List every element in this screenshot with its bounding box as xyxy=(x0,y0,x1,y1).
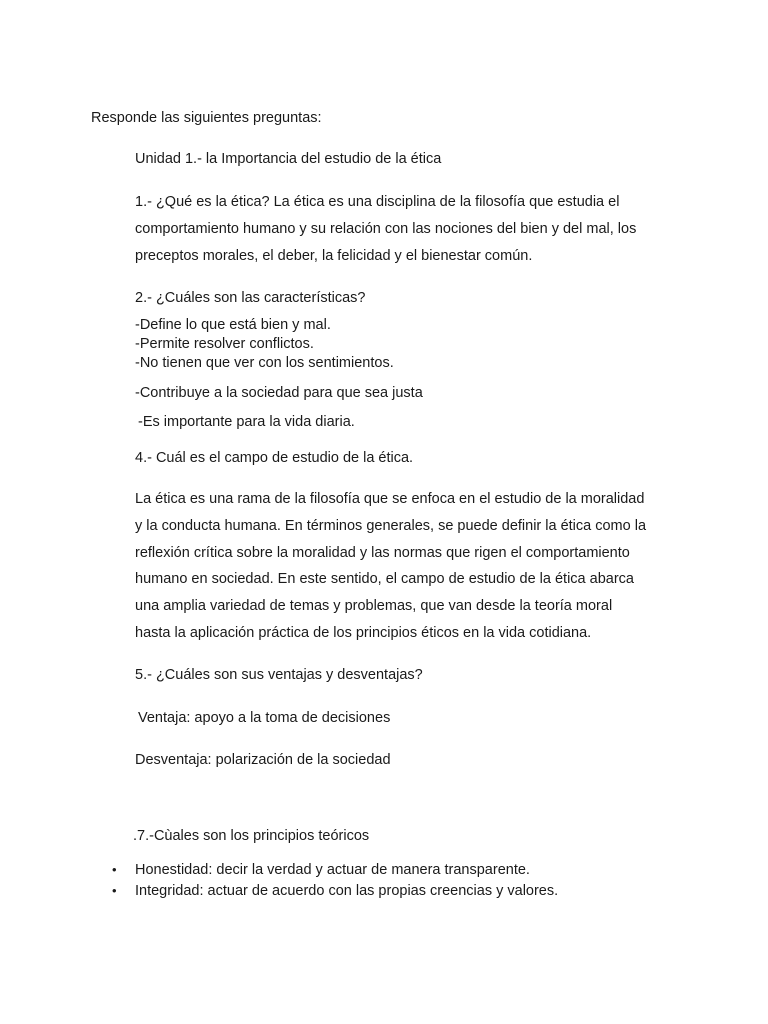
principle-text: Honestidad: decir la verdad y actuar de manera transparente. xyxy=(135,862,530,878)
characteristic-item: -No tienen que ver con los sentimientos. xyxy=(135,355,394,371)
bullet-icon: • xyxy=(112,883,117,898)
answer-4-line: humano en sociedad. En este sentido, el campo de estudio de la ética abarca xyxy=(135,571,634,587)
question-1: 1.- ¿Qué es la ética? La ética es una disciplina de la filosofía que estudia el xyxy=(135,194,620,210)
question-2: 2.- ¿Cuáles son las características? xyxy=(135,290,366,306)
question-4: 4.- Cuál es el campo de estudio de la ética. xyxy=(135,450,414,466)
unit-title: Unidad 1.- la Importancia del estudio de la ética xyxy=(135,151,442,167)
answer-4-line: reflexión crítica sobre la moralidad y las normas que rigen el comportamiento xyxy=(135,545,630,561)
question-5: 5.- ¿Cuáles son sus ventajas y desventajas? xyxy=(135,667,423,683)
characteristic-item: -Permite resolver conflictos. xyxy=(135,336,314,352)
disadvantage-text: Desventaja: polarización de la sociedad xyxy=(135,752,391,768)
answer-4-line: una amplia variedad de temas y problemas, que van desde la teoría moral xyxy=(135,598,613,614)
intro-text: Responde las siguientes preguntas: xyxy=(91,110,322,126)
answer-1-line: preceptos morales, el deber, la felicidad y el bienestar común. xyxy=(135,248,533,264)
characteristic-item: -Define lo que está bien y mal. xyxy=(135,317,331,333)
answer-4-line: hasta la aplicación práctica de los principios éticos en la vida cotidiana. xyxy=(135,625,592,641)
answer-1-line: comportamiento humano y su relación con las nociones del bien y del mal, los xyxy=(135,221,637,237)
answer-4-line: La ética es una rama de la filosofía que se enfoca en el estudio de la moralidad xyxy=(135,491,645,507)
characteristic-item: -Contribuye a la sociedad para que sea justa xyxy=(135,385,423,401)
principle-text: Integridad: actuar de acuerdo con las propias creencias y valores. xyxy=(135,883,559,899)
advantage-text: Ventaja: apoyo a la toma de decisiones xyxy=(138,710,391,726)
question-7: .7.-Cùales son los principios teóricos xyxy=(133,828,370,844)
characteristic-item: -Es importante para la vida diaria. xyxy=(138,414,355,430)
answer-4-line: y la conducta humana. En términos generales, se puede definir la ética como la xyxy=(135,518,647,534)
bullet-icon: • xyxy=(112,862,117,877)
